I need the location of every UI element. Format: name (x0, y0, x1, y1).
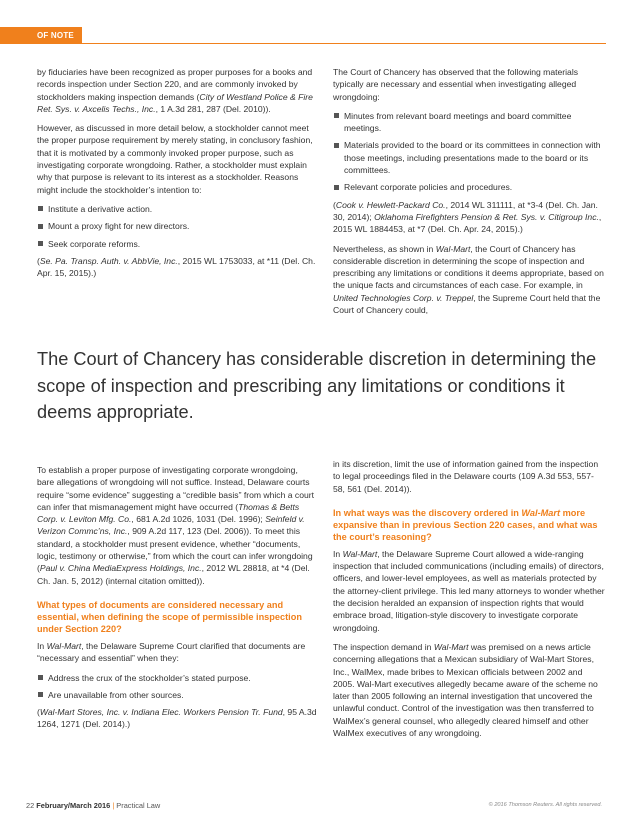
col4-paragraph-3 (333, 641, 605, 739)
col3-paragraph-2 (37, 640, 317, 665)
text: , 2015 WL 1753033, at *11 (Del. Ch. Apr. 15, 2015).) (37, 255, 316, 279)
list-item: Mount a proxy fight for new directors. (37, 220, 317, 232)
col1-paragraph-1 (37, 66, 317, 115)
text: In what ways was the discovery ordered in (333, 507, 522, 518)
text: , 2015 WL 1884453, at *7 (Del. Ch. Apr. 24, 2015).) (333, 211, 602, 235)
col3-citation (37, 706, 317, 731)
list-item: Minutes from relevant board meetings and board committee meetings. (333, 110, 605, 135)
case-citation: Seinfeld v. Verizon Commc’ns, Inc. (37, 514, 305, 537)
text: , the Supreme Court held that the Court of Chancery could, (333, 292, 601, 316)
issue-date: February/March 2016 (36, 801, 111, 810)
col4-paragraph-1: in its discretion, limit the use of information gained from the inspection to legal proceedings filed in the Delaware courts (109 A.3d 553, 557-58, 561 (Del. 2014)). (333, 459, 599, 494)
case-citation: Paul v. China MediaExpress Holdings, Inc. (39, 563, 202, 574)
col3-bullet-list (37, 672, 317, 702)
col4-paragraph-2 (333, 548, 605, 634)
col2-paragraph-3 (333, 243, 605, 317)
list-item: Relevant corporate policies and procedures. (333, 181, 605, 193)
column-4 (333, 458, 605, 746)
footer-separator: | (112, 801, 115, 810)
case-citation: Oklahoma Firefighters Pension & Ret. Sys. v. Citigroup Inc. (374, 211, 599, 222)
text: , the Court of Chancery has considerable discretion in determining the scope of inspection and prescribing any limitations or conditions it deems appropriate, based on the unique facts and circumstances of each case. For example, in (333, 243, 604, 291)
text: , 2012 WL 28818, at *4 (Del. Ch. Jan. 5, 2012) (internal citation omitted)). (37, 563, 310, 586)
text: , the Delaware Supreme Court clarified that documents are “necessary and essential” when they: (37, 640, 306, 664)
list-item: Are unavailable from other sources. (37, 689, 317, 701)
text: , 1 A.3d 281, 287 (Del. 2010)). (155, 103, 271, 114)
text: , 681 A.2d 1026, 1031 (Del. 1996); (131, 514, 266, 525)
col1-paragraph-2: However, as discussed in more detail below, a stockholder cannot meet the proper purpose requirement by merely stating, in conclusory fashion, that it is motivated by a commonly invoked proper purpose, such as investigating corporate wrongdoing. Rather, a stockholder must explain why that purpose is relevant to its interest as a stockholder. Reasons might include the stockholder’s intention to: (37, 123, 313, 195)
list-item: Seek corporate reforms. (37, 238, 317, 250)
section-tab (0, 27, 82, 44)
section-tab-label: OF NOTE (37, 31, 74, 40)
case-name: Wal-Mart (433, 641, 469, 652)
text: To establish a proper purpose of investigating corporate wrongdoing, bare allegations of wrongdoing will not suffice. Instead, Delaware courts require “some evidence” suggesting a “credible basis” from which a court can infer that mismanagement might have occurred ( (37, 465, 315, 512)
list-item: Address the crux of the stockholder’s stated purpose. (37, 672, 317, 684)
page-footer (26, 801, 160, 810)
text: , 2014 WL 311111, at *3-4 (Del. Ch. Jan. 30, 2014); (333, 199, 598, 222)
text: In (37, 640, 47, 651)
case-citation: Cook v. Hewlett-Packard Co. (335, 199, 446, 210)
list-item: Materials provided to the board or its committees in connection with those meetings, including presentations made to the board or its committees. (333, 139, 605, 176)
page-number: 22 (26, 801, 35, 810)
text: ( (37, 255, 40, 266)
case-citation: Wal-Mart Stores, Inc. v. Indiana Elec. Workers Pension Tr. Fund (39, 707, 283, 718)
text: ( (37, 707, 40, 718)
case-citation: Se. Pa. Transp. Auth. v. AbbVie, Inc. (39, 255, 178, 266)
case-citation: City of Westland Police & Fire Ret. Sys. v. Axcelis Techs., Inc. (37, 91, 313, 114)
pull-quote: The Court of Chancery has considerable discretion in determining the scope of inspection and prescribing any limitations or conditions it deems appropriate. (37, 349, 597, 422)
col3-paragraph-1 (37, 464, 317, 587)
col2-paragraph-1: The Court of Chancery has observed that the following materials typically are necessary and essential when investigating alleged wrongdoing: (333, 67, 579, 102)
list-item: Institute a derivative action. (37, 203, 317, 215)
col2-bullet-list (333, 110, 605, 194)
text: was premised on a news article concerning allegations that a Mexican subsidiary of Wal-Mart Stores, Inc., WalMex, made bribes to Mexican officials between 2002 and 2005. Wal-Mart executives allegedly became aware of the scheme no later than 2005 following an internal investigation that uncovered the unlawful conduct. Control of the investigation was then transferred to WalMex’s general counsel, who allegedly cleared himself and other WalMex executives of any wrongdoing. (333, 641, 598, 739)
text: , the Delaware Supreme Court allowed a wide-ranging inspection that included communications (including emails) of directors, officers, and lower-level employees, as well as materials protected by the attorney-client privilege. This led many attorneys to wonder whether the decision heralded an expansion of inspection rights that would embrace broad, litigation-style discovery to investigate corporate wrongdoing. (333, 548, 605, 633)
text: more expansive than in previous Section 220 cases, and what was the court’s reasoning? (333, 507, 598, 542)
col1-bullet-list (37, 203, 317, 250)
text: , 95 A.3d 1264, 1271 (Del. 2014).) (37, 707, 317, 730)
case-citation: Thomas & Betts Corp. v. Leviton Mfg. Co. (37, 501, 300, 525)
col3-question-heading: What types of documents are considered necessary and essential, when defining the scope of permissible inspection under Section 220? (37, 599, 302, 634)
col1-citation (37, 255, 317, 280)
case-citation: United Technologies Corp. v. Treppel (333, 292, 474, 303)
header-rule (82, 43, 606, 44)
text: ( (333, 199, 336, 210)
col2-citation (333, 199, 605, 236)
text: Nevertheless, as shown in (333, 243, 436, 254)
column-2 (333, 66, 605, 323)
copyright-notice: © 2016 Thomson Reuters. All rights reserved. (488, 802, 602, 808)
case-name: Wal-Mart (46, 640, 82, 651)
text: The inspection demand in (333, 641, 434, 652)
case-name: Wal-Mart (521, 507, 561, 518)
column-3 (37, 464, 317, 738)
column-1 (37, 66, 317, 286)
text: In (333, 548, 343, 559)
col4-question-heading (333, 507, 605, 543)
publication-name: Practical Law (116, 801, 161, 810)
text: , 909 A.2d 117, 123 (Del. 2006)). To meet this standard, a stockholder must present evidence, whether “documents, logic, testimony or otherwise,” from which the court can infer wrongdoing ( (37, 526, 313, 574)
case-name: Wal-Mart (342, 548, 378, 559)
case-name: Wal-Mart (435, 243, 471, 254)
text: by fiduciaries have been recognized as proper purposes for a books and records inspection under Section 220, and are commonly invoked by stockholders making inspection demands ( (37, 67, 313, 102)
